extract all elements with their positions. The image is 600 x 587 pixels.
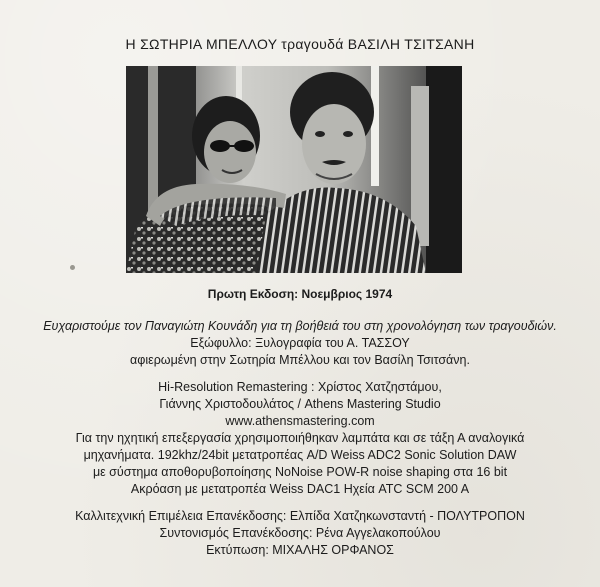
paper-speck: [70, 265, 75, 270]
reissue-credits: [0, 508, 600, 559]
photo: [126, 66, 462, 273]
equipment-line: Για την ηχητική επεξεργασία χρησιμοποιήθηκαν λαμπάτα και σε τάξη Α αναλογικά: [75, 431, 525, 445]
equipment-line: Ακρόαση με μετατροπέα Weiss DAC1 Ηχεία ATC SCM 200 A: [130, 482, 470, 496]
art-direction-line: Καλλιτεχνική Επιμέλεια Επανέκδοσης: Ελπίδα Χατζηκωνσταντή - ΠΟΛΥΤΡΟΠΟΝ: [75, 509, 525, 523]
page-title: Η ΣΩΤΗΡΙΑ ΜΠΕΛΛΟΥ τραγουδά ΒΑΣΙΛΗ ΤΣΙΤΣΑΝΗ: [125, 36, 475, 52]
acknowledgements: [0, 318, 600, 369]
photo-illustration: [126, 66, 462, 273]
equipment-line: μηχανήματα. 192khz/24bit μετατροπέας A/D Weiss ADC2 Sonic Solution DAW: [83, 448, 517, 462]
dedication-line: αφιερωμένη στην Σωτηρία Μπέλλου και τον Βασίλη Τσιτσάνη.: [130, 353, 470, 367]
cover-credit-line: Εξώφυλλο: Ξυλογραφία του Α. ΤΑΣΣΟΥ: [190, 336, 410, 350]
remastering-line: Γιάννης Χριστοδουλάτος / Athens Mastering Studio: [159, 397, 441, 411]
remastering-line: Hi-Resolution Remastering : Χρίστος Χατζηστάμου,: [158, 380, 442, 394]
website-line: www.athensmastering.com: [225, 414, 375, 428]
printing-line: Εκτύπωση: ΜΙΧΑΛΗΣ ΟΡΦΑΝΟΣ: [206, 543, 394, 557]
acknowledgement-line: Ευχαριστούμε τον Παναγιώτη Κουνάδη για τη βοήθειά του στη χρονολόγηση των τραγουδιών.: [43, 319, 557, 333]
coordination-line: Συντονισμός Επανέκδοσης: Ρένα Αγγελακοπούλου: [159, 526, 441, 540]
first-edition-date: Πρωτη Εκδοση: Νοεμβριος 1974: [207, 287, 393, 301]
equipment-line: με σύστημα αποθορυβοποίησης NoNoise POW-R noise shaping στα 16 bit: [92, 465, 508, 479]
remastering-credits: [0, 379, 600, 498]
